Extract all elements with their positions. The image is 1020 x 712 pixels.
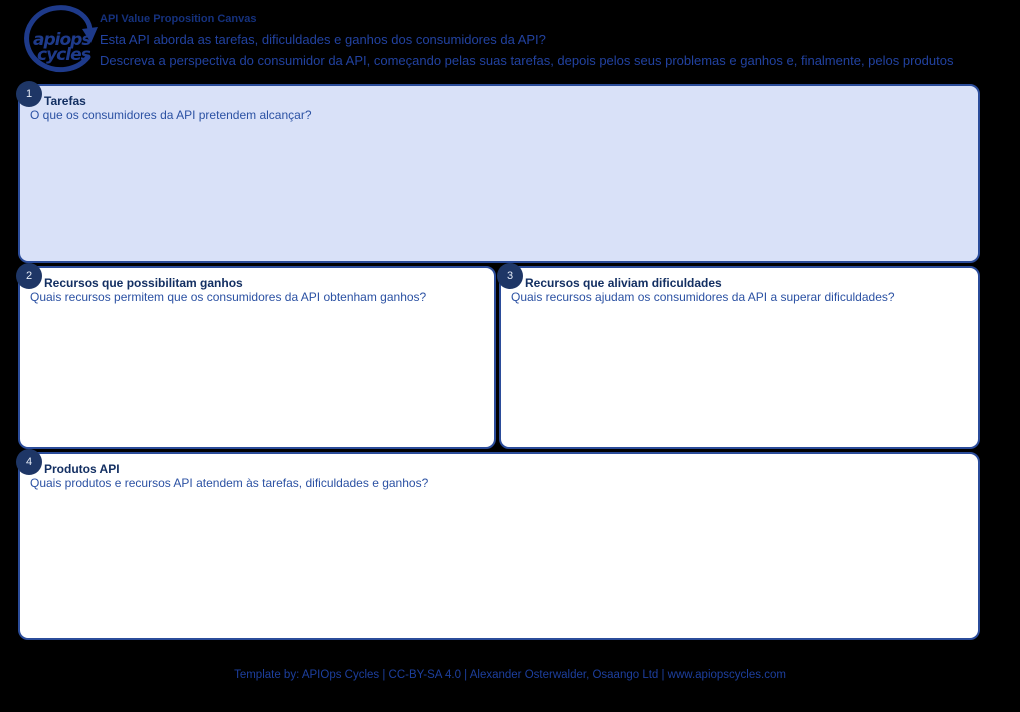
section-number-badge: 3 — [497, 263, 523, 289]
section-question: Quais produtos e recursos API atendem às tarefas, dificuldades e ganhos? — [30, 476, 429, 490]
canvas-instruction: Descreva a perspectiva do consumidor da API, começando pelas suas tarefas, depois pelos seus problemas e ganhos e, finalmente, pelos produtos — [100, 53, 954, 68]
section-tarefas[interactable] — [18, 84, 980, 263]
canvas-header — [100, 13, 1020, 74]
section-title: Recursos que aliviam dificuldades — [525, 276, 722, 290]
apiops-cycles-logo — [8, 3, 100, 75]
svg-text:apiops: apiops — [33, 30, 91, 50]
template-credit: Template by: APIOps Cycles | CC-BY-SA 4.0 | Alexander Osterwalder, Osaango Ltd | www.apiopscycles.com — [234, 669, 786, 681]
section-recursos-ganhos[interactable] — [18, 266, 496, 449]
section-title: Tarefas — [44, 94, 86, 108]
section-number-badge: 2 — [16, 263, 42, 289]
section-produtos-api[interactable] — [18, 452, 980, 640]
section-title: Recursos que possibilitam ganhos — [44, 276, 243, 290]
section-number-badge: 4 — [16, 449, 42, 475]
section-number-badge: 1 — [16, 81, 42, 107]
section-question: Quais recursos permitem que os consumidores da API obtenham ganhos? — [30, 290, 427, 304]
section-recursos-dificuldades[interactable] — [499, 266, 980, 449]
section-question: O que os consumidores da API pretendem alcançar? — [30, 108, 312, 122]
section-question: Quais recursos ajudam os consumidores da API a superar dificuldades? — [511, 290, 895, 304]
section-title: Produtos API — [44, 462, 120, 476]
canvas-question: Esta API aborda as tarefas, dificuldades e ganhos dos consumidores da API? — [100, 32, 546, 47]
logo-arrow-curve — [76, 11, 90, 31]
svg-text:cycles: cycles — [37, 45, 90, 65]
canvas-title: API Value Proposition Canvas — [100, 13, 257, 25]
